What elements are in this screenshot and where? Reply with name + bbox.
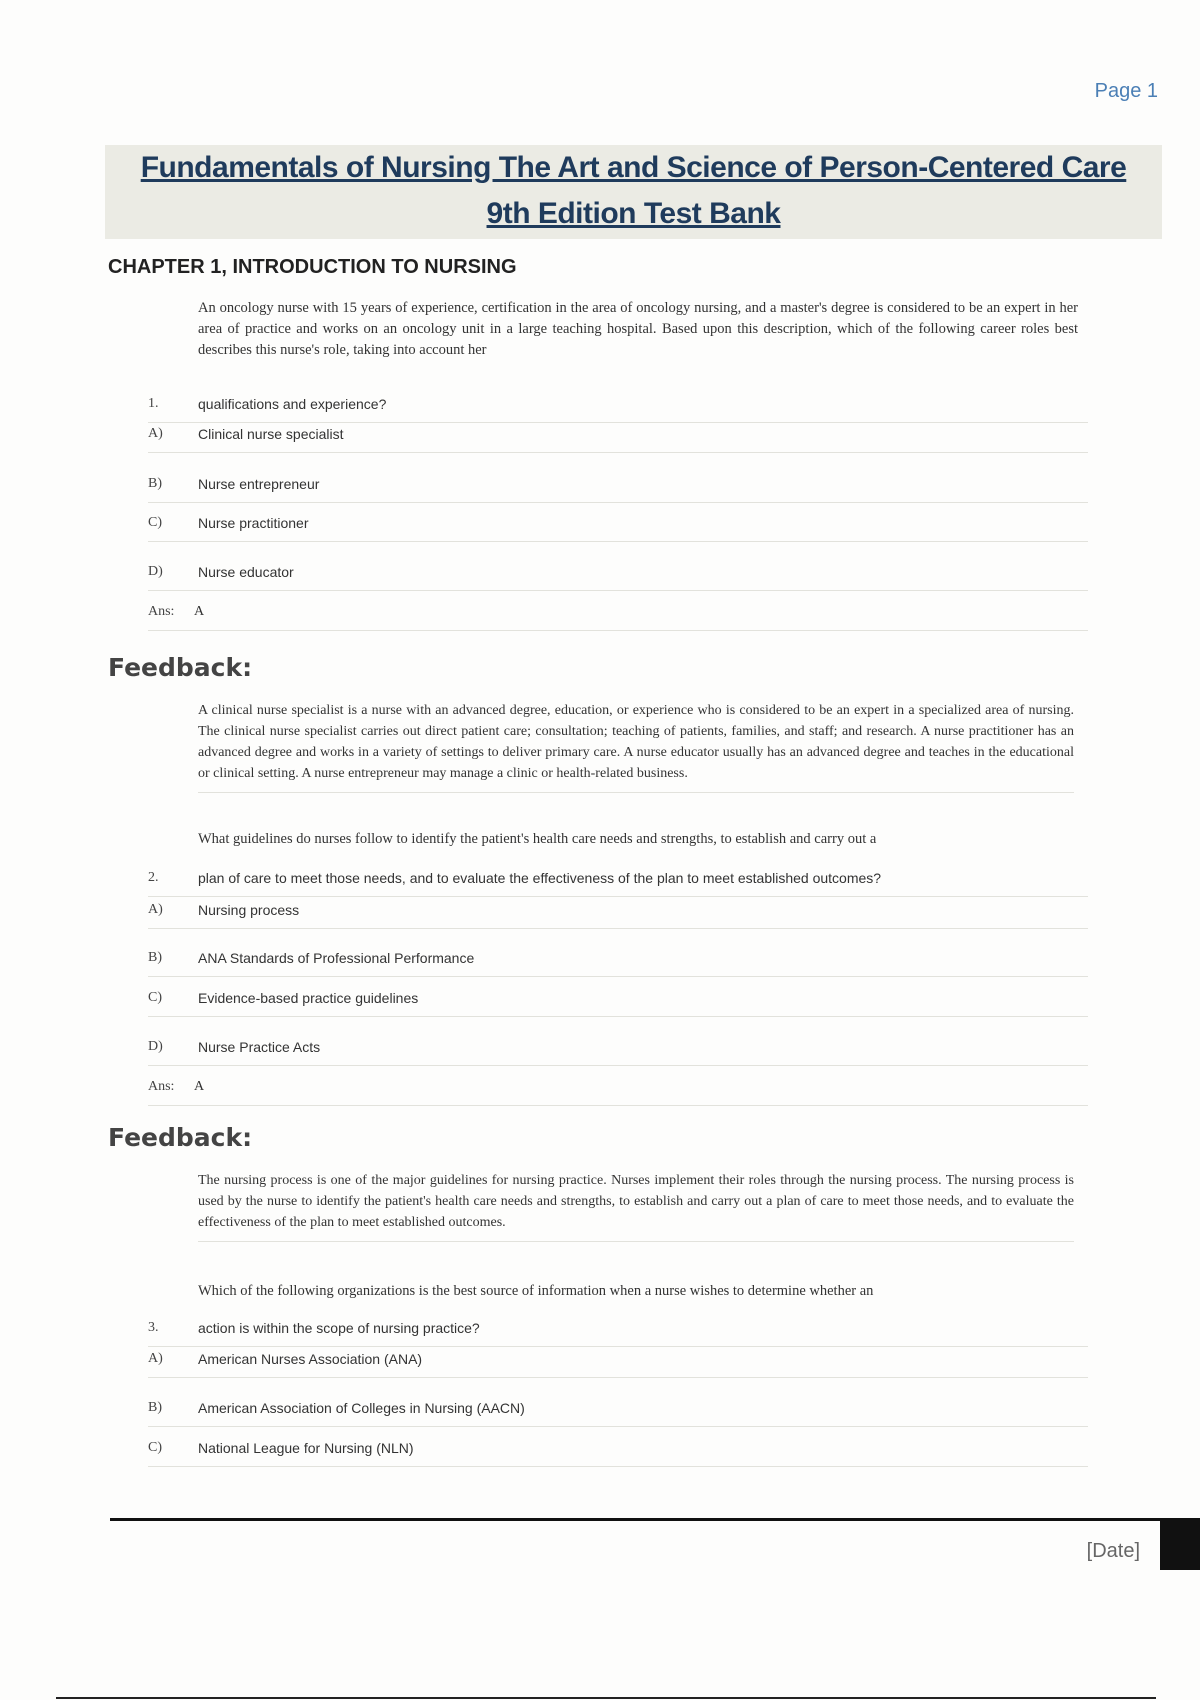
option-label: A) (148, 426, 163, 441)
question-1-feedback-heading: Feedback: (108, 653, 253, 682)
option-text: Clinical nurse specialist (198, 426, 344, 442)
question-2-number-row (148, 866, 1088, 897)
question-2-option-b (148, 946, 1088, 977)
option-text: Evidence-based practice guidelines (198, 990, 419, 1006)
question-2-option-c (148, 986, 1088, 1017)
document-title-line-1: Fundamentals of Nursing The Art and Science of Person-Centered Care (140, 151, 1127, 184)
document-title-banner (105, 145, 1162, 239)
answer-value: A (194, 1079, 205, 1094)
footer-divider (110, 1518, 1200, 1521)
option-text: Nurse Practice Acts (198, 1039, 321, 1055)
option-text: American Association of Colleges in Nursing (AACN) (198, 1400, 525, 1416)
question-3-number-row (148, 1316, 1088, 1347)
question-2-stem-end: plan of care to meet those needs, and to evaluate the effectiveness of the plan to meet established outcomes? (198, 870, 882, 886)
question-1-option-d (148, 560, 1088, 591)
option-text: Nurse entrepreneur (198, 476, 320, 492)
option-label: D) (148, 1039, 163, 1054)
page-number: Page 1 (1094, 80, 1158, 102)
question-2-feedback: The nursing process is one of the major guidelines for nursing practice. Nurses implement their roles through the nursing process. The nursing process is used by the nurse to identify the patient's health care needs and strengths, to establish and carry out a plan of care to meet those needs, and to evaluate the effectiveness of the plan to meet established outcomes. (198, 1170, 1074, 1242)
option-label: A) (148, 902, 163, 917)
answer-label: Ans: (148, 604, 175, 619)
question-2-option-a (148, 898, 1088, 929)
question-3-stem-end: action is within the scope of nursing practice? (198, 1320, 480, 1336)
option-label: B) (148, 1400, 162, 1415)
question-2-number: 2. (148, 870, 159, 885)
document-title-line-2: 9th Edition Test Bank (486, 197, 781, 230)
option-label: C) (148, 990, 162, 1005)
question-1-stem: An oncology nurse with 15 years of experience, certification in the area of oncology nursing, and a master's degree is considered to be an expert in her area of practice and works on an oncology unit in a large teaching hospital. Based upon this description, which of the following career roles best describes this nurse's role, taking into account her (198, 300, 1078, 358)
option-label: D) (148, 564, 163, 579)
question-2-stem: What guidelines do nurses follow to identify the patient's health care needs and strengths, to establish and carry out a (198, 831, 877, 847)
answer-value: A (194, 604, 205, 619)
question-1-number-row (148, 392, 1088, 423)
question-3-option-c (148, 1436, 1088, 1467)
footer-black-tab (1160, 1520, 1200, 1570)
option-label: B) (148, 950, 162, 965)
option-text: Nurse practitioner (198, 515, 309, 531)
option-label: C) (148, 1440, 162, 1455)
question-1-option-c (148, 511, 1088, 542)
option-text: National League for Nursing (NLN) (198, 1440, 414, 1456)
question-1-stem-end: qualifications and experience? (198, 396, 387, 412)
question-3-stem: Which of the following organizations is the best source of information when a nurse wishes to determine whether an (198, 1283, 874, 1299)
question-1-answer (148, 600, 1088, 631)
option-text: Nursing process (198, 902, 300, 918)
chapter-heading: CHAPTER 1, INTRODUCTION TO NURSING (108, 256, 517, 278)
question-1-option-b (148, 472, 1088, 503)
footer-date-placeholder: [Date] (1086, 1540, 1140, 1562)
answer-label: Ans: (148, 1079, 175, 1094)
option-text: American Nurses Association (ANA) (198, 1351, 423, 1367)
question-1-option-a (148, 422, 1088, 453)
question-3-number: 3. (148, 1320, 159, 1335)
question-2-answer (148, 1075, 1088, 1106)
page-bottom-line (56, 1697, 1156, 1699)
option-text: Nurse educator (198, 564, 294, 580)
question-3-option-b (148, 1396, 1088, 1427)
question-3-option-a (148, 1347, 1088, 1378)
question-1-feedback: A clinical nurse specialist is a nurse with an advanced degree, education, or experience who is considered to be an expert in a specialized area of nursing. The clinical nurse specialist carries out direct patient care; consultation; teaching of patients, families, and staff; and research. A nurse practitioner has an advanced degree and works in a variety of settings to deliver primary care. A nurse educator usually has an advanced degree and teaches in the educational or clinical setting. A nurse entrepreneur may manage a clinic or health-related business. (198, 700, 1074, 793)
question-2-feedback-heading: Feedback: (108, 1123, 253, 1152)
question-2-option-d (148, 1035, 1088, 1066)
option-text: ANA Standards of Professional Performance (198, 950, 475, 966)
option-label: A) (148, 1351, 163, 1366)
option-label: C) (148, 515, 162, 530)
option-label: B) (148, 476, 162, 491)
question-1-number: 1. (148, 396, 159, 411)
